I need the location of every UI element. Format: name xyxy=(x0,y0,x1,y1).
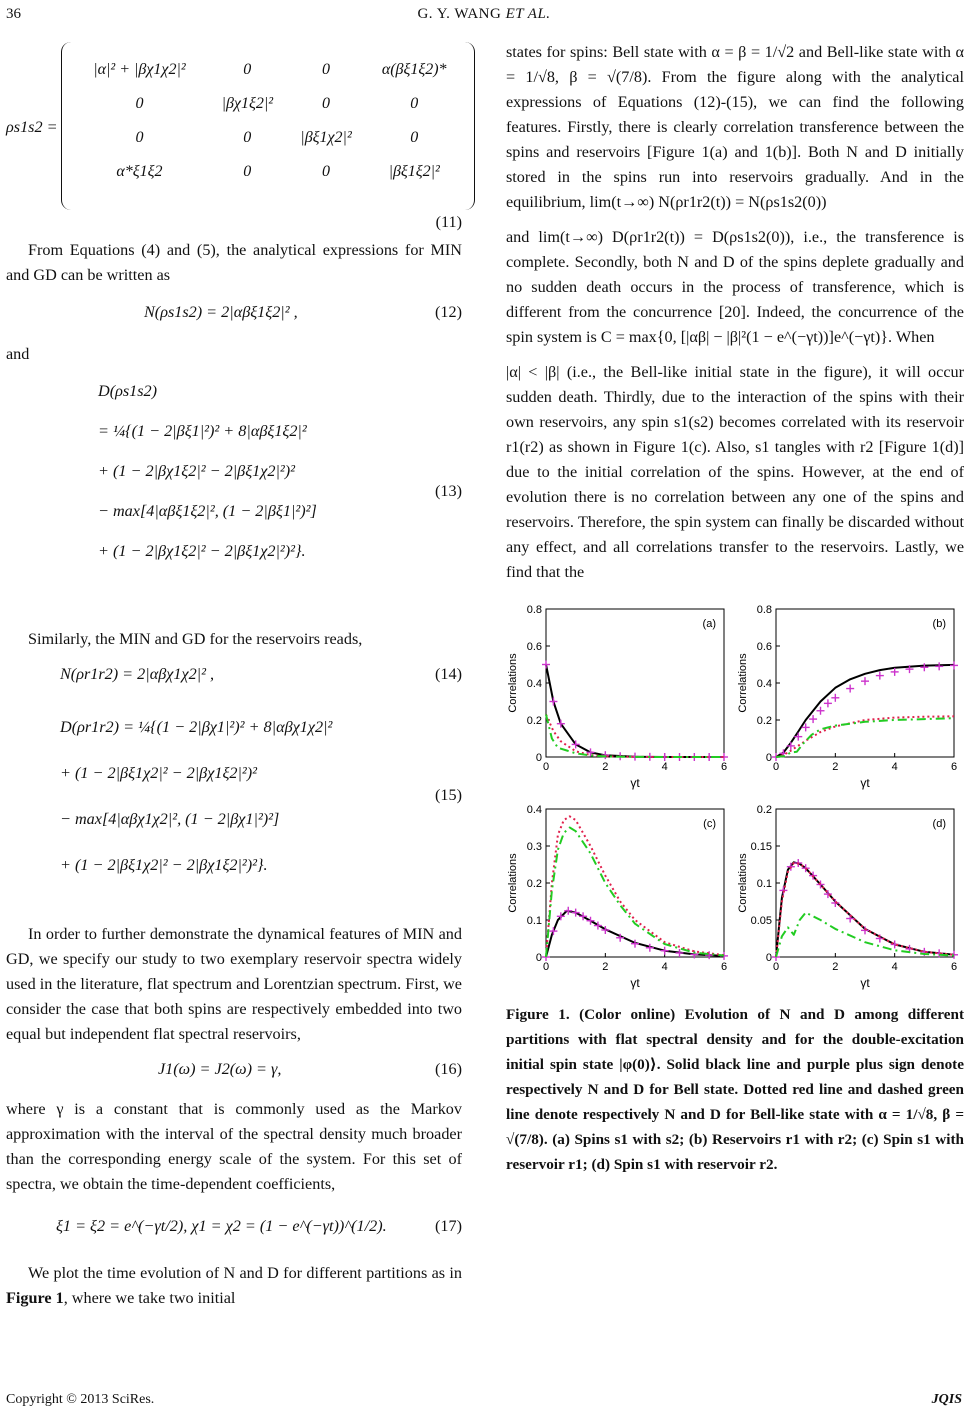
y-tick-label: 0.3 xyxy=(526,841,542,853)
data-point-plus xyxy=(831,694,839,702)
panel-label: (c) xyxy=(703,818,716,830)
data-point-plus xyxy=(935,662,943,670)
m03: α(βξ1ξ2)* xyxy=(381,60,447,78)
equation-17 xyxy=(6,1197,462,1255)
eq15-number: (15) xyxy=(435,786,462,804)
chart-panel-a xyxy=(506,597,734,792)
equation-13 xyxy=(6,371,462,617)
figure-1-ref[interactable]: Figure 1 xyxy=(6,1289,64,1307)
x-axis-label: γt xyxy=(630,976,640,990)
x-tick-label: 2 xyxy=(602,761,609,773)
data-point-plus xyxy=(661,947,669,955)
eq13-number: (13) xyxy=(435,482,462,500)
data-point-plus xyxy=(646,944,654,952)
eq14-number: (14) xyxy=(435,665,462,683)
y-tick-label: 0.8 xyxy=(526,604,542,616)
p5-part-a: We plot the time evolution of N and D for different partitions as in xyxy=(28,1264,462,1282)
series-line-solid-black xyxy=(546,665,724,758)
y-tick-label: 0.2 xyxy=(526,878,542,890)
eq15-line-1: D(ρr1r2) = ¼{(1 − 2|βχ1|²)² + 8|αβχ1χ2|² xyxy=(60,718,333,736)
eq15-line-4: + (1 − 2|βξ1χ2|² − 2|βχ1ξ2|²)²}. xyxy=(60,856,268,874)
eq16-number: (16) xyxy=(435,1060,462,1078)
running-etal: ET AL. xyxy=(505,6,551,22)
y-axis-label: Correlations xyxy=(507,653,519,713)
data-point-plus xyxy=(817,707,825,715)
data-point-plus xyxy=(787,742,795,750)
eq14-body: N(ρr1r2) = 2|αβχ1χ2|² , xyxy=(60,665,215,683)
copyright: Copyright © 2013 SciRes. xyxy=(6,1392,155,1407)
m11: |βχ1ξ2|² xyxy=(221,94,274,112)
paragraph-spectra: In order to further demonstrate the dynamical features of MIN and GD, we specify our study to two exemplary reservoir spectra widely used in the literature, flat spectrum and Lorentzian spectrum. First, we consider the case that both spins are respectively embedded into two equal but independent flat spectral reservoirs, xyxy=(6,925,462,1043)
y-tick-label: 0.2 xyxy=(526,715,542,727)
data-point-plus xyxy=(950,661,958,669)
series-line-dotted-red xyxy=(546,816,724,957)
data-point-plus xyxy=(587,917,595,925)
data-point-plus xyxy=(831,899,839,907)
x-tick-label: 6 xyxy=(720,761,728,773)
data-point-plus xyxy=(572,909,580,917)
page-number: 36 xyxy=(6,6,21,22)
eq17-number: (17) xyxy=(435,1217,462,1235)
panel-b xyxy=(736,597,964,792)
x-tick-label: 0 xyxy=(772,761,780,773)
plot-frame xyxy=(546,809,724,957)
eq12-body: N(ρs1s2) = 2|αβξ1ξ2|² , xyxy=(144,303,298,321)
y-tick-label: 0.4 xyxy=(526,804,542,816)
data-point-plus xyxy=(861,677,869,685)
paragraph-reservoirs: Similarly, the MIN and GD for the reservoirs reads, xyxy=(28,630,363,648)
m00: |α|² + |βχ1χ2|² xyxy=(93,60,186,78)
m10: 0 xyxy=(135,94,144,112)
y-tick-label: 0.1 xyxy=(526,915,542,927)
eq13-line-1: D(ρs1s2) xyxy=(98,382,158,400)
paragraph-min-gd: From Equations (4) and (5), the analytical expressions for MIN and GD can be written as xyxy=(6,241,462,284)
m22: |βξ1χ2|² xyxy=(300,128,352,146)
eq11-number-row xyxy=(6,210,462,238)
journal-name: JQIS xyxy=(931,1392,962,1407)
series-line-solid-black xyxy=(546,911,724,957)
running-head xyxy=(0,6,968,23)
x-axis-label: γt xyxy=(860,776,870,790)
chart-panel-d xyxy=(736,797,964,992)
m30: α*ξ1ξ2 xyxy=(116,162,163,180)
series-line-dashed-green xyxy=(776,913,954,957)
y-tick-label: 0 xyxy=(765,952,772,964)
m02: 0 xyxy=(322,60,331,78)
paragraph-plot-intro xyxy=(6,1261,462,1311)
figure-1 xyxy=(506,597,964,992)
left-column xyxy=(6,40,462,1311)
y-tick-label: 0.2 xyxy=(756,715,772,727)
equation-14 xyxy=(6,652,462,696)
eq11-label: ρs1s2 = xyxy=(6,118,58,136)
paragraph-bell-states: states for spins: Bell state with α = β = 1/√2 and Bell-like state with α = 1/√8, β = √(7/8). From the figure along with the analytical expressions of Equations (12)-(15), we can find the following features. Firstly, there is clearly correlation transference between the spins and reservoirs [Figure 1(a) and 1(b)]. Both N and D initially stored in the spins run into reservoirs gradually. And in the equilibrium, lim(t→∞) N(ρr1r2(t)) = N(ρs1s2(0)) xyxy=(506,43,964,211)
equation-15 xyxy=(6,704,462,900)
eq13-line-2: = ¼{(1 − 2|βξ1|²)² + 8|αβξ1ξ2|² xyxy=(98,422,307,440)
eq15-line-2: + (1 − 2|βξ1χ2|² − 2|βχ1ξ2|²)² xyxy=(60,764,258,782)
panel-label: (b) xyxy=(932,618,946,630)
data-point-plus xyxy=(794,733,802,741)
eq15-line-3: − max[4|αβχ1χ2|², (1 − 2|βχ1|²)²] xyxy=(60,810,280,828)
data-point-plus xyxy=(809,715,817,723)
eq11-matrix xyxy=(71,52,463,188)
x-tick-label: 2 xyxy=(832,961,839,973)
paragraph-sudden-death: |α| < |β| (i.e., the Bell-like initial state in the figure), it will occur sudden death. Thirdly, due to the interaction of the spins with their own reservoirs, any spin s1(s2) becomes correlated with its reservoir r1(r2) as shown in Figure 1(c). Also, s1 tangles with r2 [Figure 1(d)] due to the initial correlation of the spins. However, at the end of evolution there is no correlation between any one of the spins and reservoirs. Therefore, the spin system can finally be discarded without any effect, and all correlations transfer to the reservoirs. Lastly, we find that the xyxy=(506,363,964,581)
y-tick-label: 0.4 xyxy=(756,678,772,690)
y-tick-label: 0.05 xyxy=(750,915,772,927)
data-point-plus xyxy=(846,685,854,693)
chart-panel-b xyxy=(736,597,964,792)
plot-frame xyxy=(776,809,954,957)
m33: |βξ1ξ2|² xyxy=(388,162,440,180)
eq13-line-5: + (1 − 2|βχ1ξ2|² − 2|βξ1χ2|²)²}. xyxy=(98,542,306,560)
data-point-plus xyxy=(920,663,928,671)
data-point-plus xyxy=(705,951,713,959)
m12: 0 xyxy=(322,94,331,112)
m31: 0 xyxy=(243,162,252,180)
data-point-plus xyxy=(720,753,728,761)
x-tick-label: 0 xyxy=(772,961,780,973)
panel-d xyxy=(736,797,964,992)
m01: 0 xyxy=(243,60,252,78)
panel-label: (a) xyxy=(702,618,716,630)
eq13-line-3: + (1 − 2|βχ1ξ2|² − 2|βξ1χ2|²)² xyxy=(98,462,296,480)
data-point-plus xyxy=(549,927,557,935)
chart-panel-c xyxy=(506,797,734,992)
running-authors: G. Y. WANG xyxy=(417,6,502,22)
series-line-dotted-red xyxy=(546,715,724,758)
y-tick-label: 0.8 xyxy=(756,604,772,616)
equation-12 xyxy=(6,288,462,336)
equation-16 xyxy=(6,1047,462,1091)
x-tick-label: 2 xyxy=(832,761,839,773)
series-line-dashed-green xyxy=(546,715,724,758)
m23: 0 xyxy=(410,128,419,146)
y-tick-label: 0.4 xyxy=(526,678,542,690)
x-tick-label: 6 xyxy=(720,961,728,973)
x-tick-label: 6 xyxy=(950,761,958,773)
y-axis-label: Correlations xyxy=(507,853,519,913)
x-tick-label: 4 xyxy=(891,761,898,773)
y-tick-label: 0.6 xyxy=(526,641,542,653)
series-line-dashed-green xyxy=(546,828,724,958)
paragraph-transference: and lim(t→∞) D(ρr1r2(t)) = D(ρs1s2(0)), i.e., the transference is complete. Secondly, both N and D of the spins deplete gradually and no sudden death occurs in the process of transference, which is different from the concurrence [20]. Indeed, the concurrence of the spin system is C = max{0, [|αβ| − |β|²(1 − e^(−γt))]e^(−γt)}. When xyxy=(506,228,964,346)
x-tick-label: 0 xyxy=(542,961,550,973)
y-tick-label: 0 xyxy=(765,752,772,764)
eq11-number: (11) xyxy=(435,213,462,231)
y-tick-label: 0.15 xyxy=(750,841,772,853)
and-text: and xyxy=(6,345,30,363)
x-tick-label: 4 xyxy=(661,961,668,973)
y-tick-label: 0.2 xyxy=(756,804,772,816)
data-point-plus xyxy=(876,672,884,680)
page-footer xyxy=(0,1392,968,1412)
y-tick-label: 0.1 xyxy=(756,878,772,890)
y-axis-label: Correlations xyxy=(737,653,749,713)
m21: 0 xyxy=(243,128,252,146)
panel-label: (d) xyxy=(932,818,946,830)
x-tick-label: 6 xyxy=(950,961,958,973)
eq12-number: (12) xyxy=(435,303,462,321)
equation-11 xyxy=(6,40,462,210)
x-axis-label: γt xyxy=(630,776,640,790)
y-tick-label: 0.6 xyxy=(756,641,772,653)
figure-caption: Figure 1. (Color online) Evolution of N and D among different partitions with flat spectral density and for the double-excitation initial spin state |φ(0)⟩. Solid black line and purple plus sign denote respectively N and D for Bell state. Dotted red line and dashed green line denote respectively N and D for Bell-like state with α = 1/√8, β = √(7/8). (a) Spins s1 with s2; (b) Reservoirs r1 with r2; (c) Spin s1 with reservoir r1; (d) Spin s1 with reservoir r2. xyxy=(506,1006,964,1173)
panel-a xyxy=(506,597,734,792)
data-point-plus xyxy=(542,661,550,669)
p5-part-c: , where we take two initial xyxy=(63,1289,236,1307)
m13: 0 xyxy=(410,94,419,112)
x-tick-label: 4 xyxy=(661,761,668,773)
x-axis-label: γt xyxy=(860,976,870,990)
y-tick-label: 0 xyxy=(535,752,542,764)
data-point-plus xyxy=(824,699,832,707)
page-header xyxy=(0,6,968,28)
m20: 0 xyxy=(135,128,144,146)
x-tick-label: 2 xyxy=(602,961,609,973)
right-column xyxy=(506,40,964,1192)
y-tick-label: 0 xyxy=(535,952,542,964)
eq13-line-4: − max[4|αβξ1ξ2|², (1 − 2|βξ1|²)²] xyxy=(98,502,317,520)
x-tick-label: 4 xyxy=(891,961,898,973)
eq17-body: ξ1 = ξ2 = e^(−γt/2), χ1 = χ2 = (1 − e^(−γt))^(1/2). xyxy=(56,1217,387,1235)
eq16-body: J1(ω) = J2(ω) = γ, xyxy=(158,1060,282,1078)
x-tick-label: 0 xyxy=(542,761,550,773)
plot-frame xyxy=(546,609,724,757)
paragraph-markov: where γ is a constant that is commonly used as the Markov approximation with the interval of the spectral density much broader than the corresponding energy scale of the system. For this set of spectra, we obtain the time-dependent coefficients, xyxy=(6,1100,462,1193)
m32: 0 xyxy=(322,162,331,180)
data-point-plus xyxy=(549,698,557,706)
panel-c xyxy=(506,797,734,992)
y-axis-label: Correlations xyxy=(737,853,749,913)
